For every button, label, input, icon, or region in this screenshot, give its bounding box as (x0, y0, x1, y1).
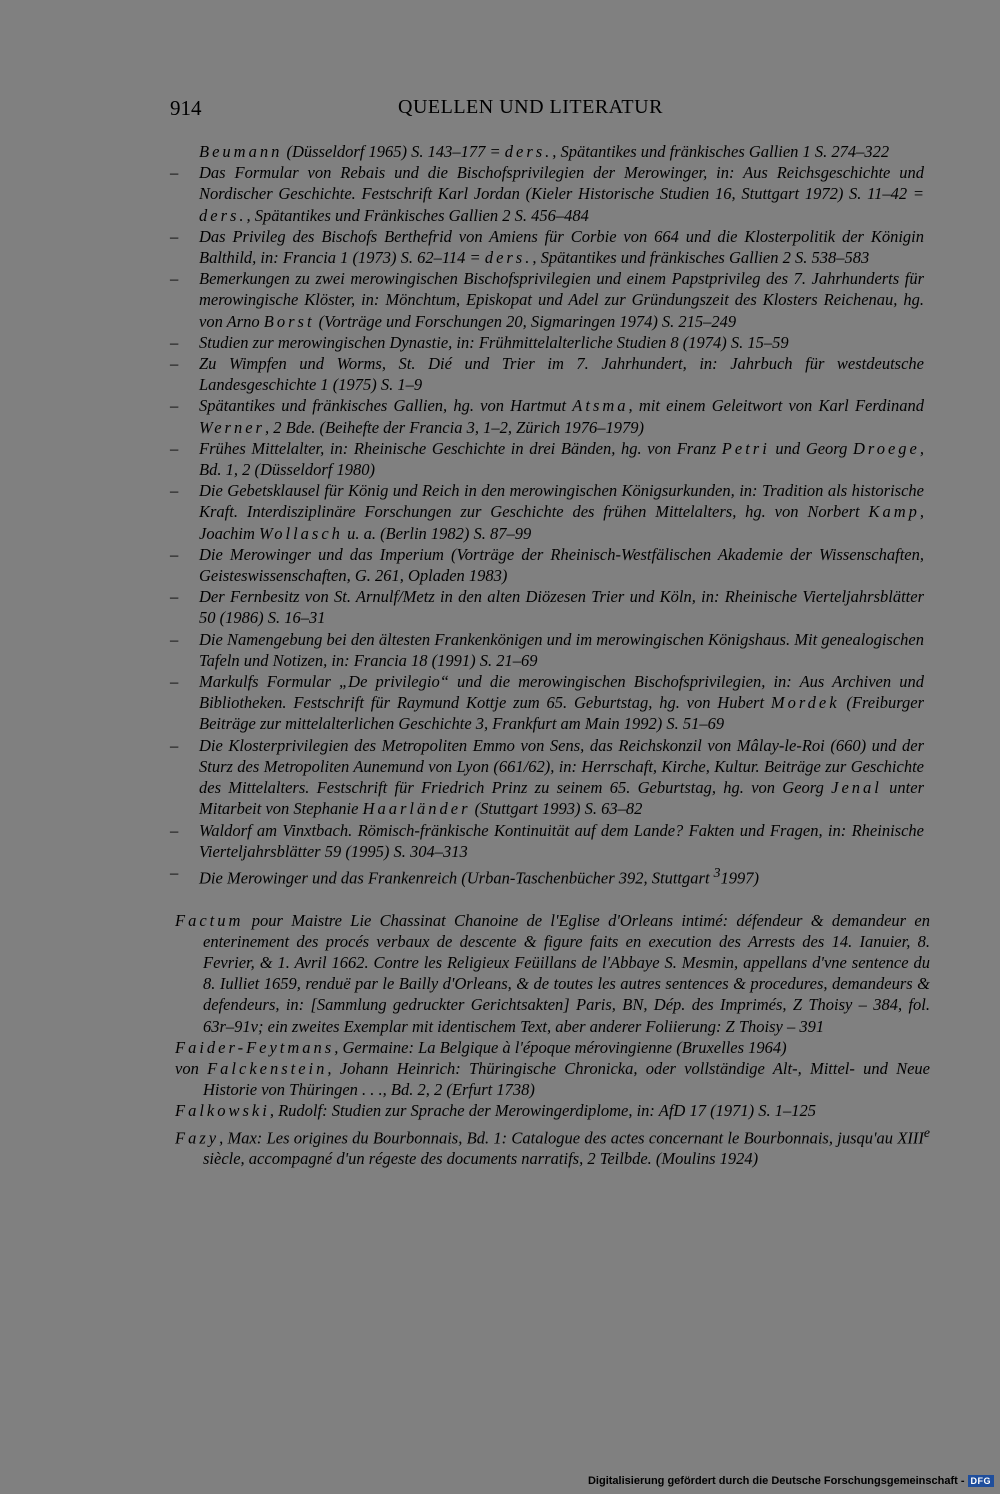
author-name: ders. (199, 205, 247, 225)
bibliography-entry (0, 395, 1000, 437)
bibliography-entry (0, 671, 1000, 735)
author-name: Factum (175, 910, 244, 930)
dfg-logo: DFG (968, 1475, 995, 1487)
entry-text: Die Merowinger und das Frankenreich (Urban-Taschenbücher 392, Stuttgart (199, 868, 714, 888)
entry-text: , 2 Bde. (Beihefte der Francia 3, 1–2, Zürich 1976–1979) (264, 417, 644, 437)
bibliography-entry (0, 480, 1000, 544)
author-name: ders. (484, 248, 533, 268)
entry-text: , Rudolf: Studien zur Sprache der Merowingerdiplome, in: AfD 17 (1971) S. 1–125 (269, 1101, 816, 1121)
entry-text: Die Klosterprivilegien des Metropoliten Emmo von Sens, das Reichskonzil von Mâlay-le-Roi (660) und der Sturz des Metropoliten Aunemund von Lyon (661/62), in: Herrschaft, Kirche, Kultur. Beiträge zur Geschichte des Mittelalters. Festschrift für Friedrich Prinz zu seinem 65. Geburtstag, hg. von Georg (199, 735, 924, 798)
entry-text: , Germaine: La Belgique à l'époque mérovingienne (Bruxelles 1964) (334, 1037, 787, 1057)
section-gap (0, 889, 1000, 910)
author-name: Faider-Feytmans (175, 1037, 335, 1057)
bibliography-entry (0, 629, 1000, 671)
bibliography-entry (0, 226, 1000, 268)
bibliography-list (0, 141, 1000, 1170)
author-name: Fazy (175, 1128, 220, 1148)
entry-text: Das Formular von Rebais und die Bischofsprivilegien der Merowinger, in: Aus Reichsgeschichte und Nordischer Geschichte. Festschrift Karl Jordan (Kieler Historische Studien 16, Stuttgart 1972) S. 11–42 = (199, 163, 924, 204)
entry-text: Waldorf am Vinxtbach. Römisch-fränkische Kontinuität auf dem Lande? Fakten und Fragen, in: Rheinische Vierteljahrsblätter 59 (1995) S. 304–313 (199, 820, 924, 861)
entry-text: , mit einem Geleitwort von Karl Ferdinand (628, 396, 924, 416)
entry-text: 1997) (720, 868, 760, 888)
running-head: QUELLEN UND LITERATUR (398, 96, 663, 118)
entry-text: Frühes Mittelalter, in: Rheinische Geschichte in drei Bänden, hg. von Franz (199, 438, 722, 458)
bibliography-entry (0, 162, 1000, 226)
bibliography-entry (0, 1100, 1000, 1121)
entry-text: , Max: Les origines du Bourbonnais, Bd. 1: Catalogue des actes concernant le Bourbonnais, jusqu'au XIII (219, 1128, 924, 1148)
entry-text: Zu Wimpfen und Worms, St. Dié und Trier im 7. Jahrhundert, in: Jahrbuch für westdeutsche Landesgeschichte 1 (1975) S. 1–9 (199, 354, 924, 395)
entry-text: Der Fernbesitz von St. Arnulf/Metz in den alten Diözesen Trier und Köln, in: Rheinische Vierteljahrsblätter 50 (1986) S. 16–31 (199, 587, 924, 628)
bibliography-entry (0, 141, 1000, 162)
entry-text: , Spätantikes und fränkisches Gallien 1 S. 274–322 (552, 142, 890, 161)
entry-text: Das Privileg des Bischofs Berthefrid von Amiens für Corbie von 664 und die Klosterpolitik der Königin Balthild, in: Francia 1 (1973) S. 62–114 = (199, 226, 924, 268)
bibliography-entry (0, 544, 1000, 586)
bibliography-entry (0, 438, 1000, 480)
entry-text: Bemerkungen zu zwei merowingischen Bischofsprivilegien und einem Papstprivileg des 7. Jahrhunderts für merowingische Klöster, in: Mönchtum, Episkopat und Adel zur Gründungszeit des Klosters Reichenau, hg. von Arno (199, 269, 924, 331)
author-name: Haarländer (362, 799, 471, 819)
entry-text: Studien zur merowingischen Dynastie, in: Frühmittelalterliche Studien 8 (1974) S. 15–59 (199, 332, 789, 352)
footer-text: Digitalisierung gefördert durch die Deutsche Forschungsgemeinschaft - (587, 1475, 965, 1487)
bibliography-entry (0, 910, 1000, 1037)
author-name: Borst (263, 311, 315, 331)
entry-text: pour Maistre Lie Chassinat Chanoine de l'Eglise d'Orleans intimé: défendeur & demandeur en enterinement des procés verbaux de descente & figure faits en execution des Arrests des 14. Ianuier, 8. Fevrier, & 1. Avril 1662. Contre les Religieux Feüillans de l'Abbaye S. Mesmin, appellans d'vne sentence du 8. Iulliet 1659, renduë par le Bailly d'Orleans, & de toutes les autres sentences & procedures, demandeurs & defendeurs, in: [Sammlung gedruckter Gerichtsakten] Paris, BN, Dép. des Imprimés, Z Thoisy – 384, fol. 63r–91v; ein zweites Exemplar mit identischem Text, aber anderer Foliierung: Z Thoisy – 391 (203, 910, 930, 1036)
entry-text: Die Namengebung bei den ältesten Frankenkönigen und im merowingischen Königshaus. Mit genealogischen Tafeln und Notizen, in: Francia 18 (1991) S. 21–69 (199, 629, 924, 670)
author-name: Mordek (770, 693, 840, 713)
entry-text: u. a. (Berlin 1982) S. 87–99 (342, 523, 532, 543)
author-name: Wollasch (259, 523, 343, 543)
entry-text: (Freiburger Beiträge zur mittelalterlichen Geschichte 3, Frankfurt am Main 1992) S. 51–69 (199, 693, 924, 734)
author-name: Beumann (199, 142, 283, 161)
entry-text: , Spätantikes und fränkisches Gallien 2 S. 538–583 (532, 248, 870, 268)
entry-text: siècle, accompagné d'un régeste des documents narratifs, 2 Teilbde. (Moulins 1924) (203, 1149, 759, 1169)
page-number: 914 (170, 96, 202, 120)
bibliography-entry (0, 332, 1000, 353)
entry-text: , Johann Heinrich: Thüringische Chronicka, oder vollständige Alt-, Mittel- und Neue Historie von Thüringen . . ., Bd. 2, 2 (Erfurt 1738) (203, 1059, 930, 1100)
footer-credit (588, 1475, 994, 1487)
bibliography-entry (0, 1122, 1000, 1170)
bibliography-entry (0, 1058, 1000, 1100)
entry-text: Spätantikes und fränkisches Gallien, hg. von Hartmut (199, 396, 573, 416)
entry-text: , Bd. 1, 2 (Düsseldorf 1980) (199, 438, 924, 480)
entry-text: (Stuttgart 1993) S. 63–82 (470, 799, 643, 819)
author-name: Werner (199, 417, 265, 437)
entry-text: Die Merowinger und das Imperium (Vorträge der Rheinisch-Westfälischen Akademie der Wissenschaften, Geisteswissenschaften, G. 261, Opladen 1983) (199, 544, 924, 586)
bibliography-entry (0, 586, 1000, 628)
author-name: Petri (721, 438, 770, 458)
entry-text: unter Mitarbeit von Stephanie (199, 778, 924, 819)
entry-text: , Joachim (199, 502, 924, 543)
author-name: ders. (504, 142, 553, 161)
author-name: Kamp (868, 502, 920, 522)
entry-text: und Georg (769, 438, 853, 458)
superscript: 3 (713, 864, 721, 880)
author-name: Falckenstein (207, 1059, 328, 1079)
superscript: e (923, 1124, 930, 1140)
bibliography-entry (0, 268, 1000, 332)
author-name: Jenal (831, 778, 882, 798)
author-name: Atsma (572, 396, 629, 416)
bibliography-entry (0, 735, 1000, 820)
bibliography-entry (0, 820, 1000, 862)
author-name: Droege (853, 438, 920, 458)
entry-text: Markulfs Formular „De privilegio“ und die merowingischen Bischofsprivilegien, in: Aus Archiven und Bibliotheken. Festschrift für Raymund Kottje zum 65. Geburtstag, hg. von Hubert (199, 672, 924, 713)
entry-text: (Düsseldorf 1965) S. 143–177 = (282, 142, 505, 161)
entry-text: von (175, 1059, 208, 1079)
bibliography-entry (0, 862, 1000, 889)
entry-text: , Spätantikes und Fränkisches Gallien 2 S. 456–484 (246, 205, 589, 225)
entry-text: Die Gebetsklausel für König und Reich in den merowingischen Königsurkunden, in: Tradition als historische Kraft. Interdisziplinäre Forschungen zur Geschichte des frühen Mittelalters, hg. von Norbert (199, 481, 924, 522)
author-name: Falkowski (175, 1101, 270, 1121)
bibliography-entry (0, 353, 1000, 395)
bibliography-entry (0, 1037, 1000, 1058)
entry-text: (Vorträge und Forschungen 20, Sigmaringen 1974) S. 215–249 (314, 311, 737, 331)
